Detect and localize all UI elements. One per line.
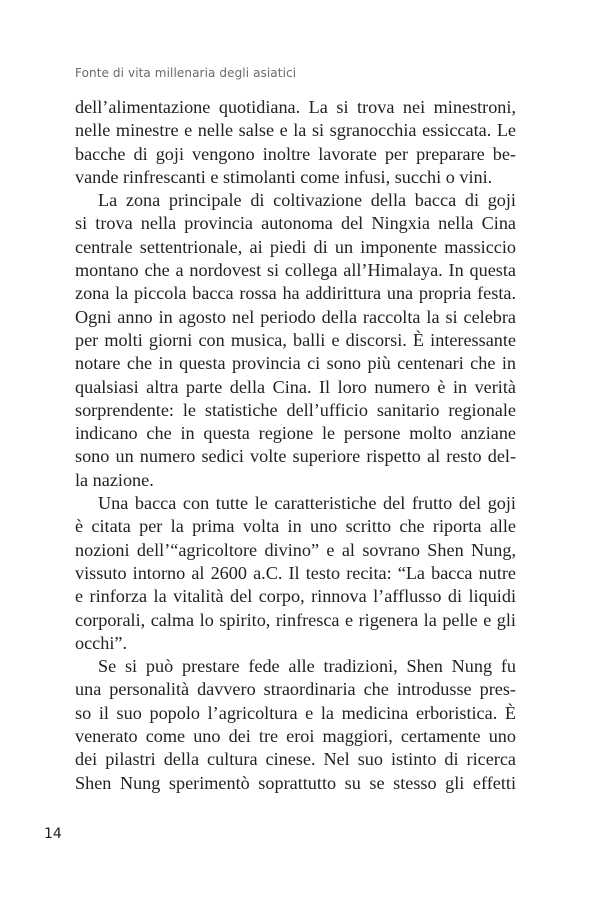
body-text	[75, 96, 516, 795]
text-line: si trova nella provincia autonoma del Ningxia nella Cina	[75, 213, 516, 234]
text-line: Una bacca con tutte le caratteristiche del frutto del goji	[98, 493, 516, 514]
text-line: sono un numero sedici volte superiore rispetto al resto del-	[75, 446, 516, 467]
text-line: è citata per la prima volta in uno scritto che riporta alle	[75, 516, 516, 537]
text-line: vissuto intorno al 2600 a.C. Il testo recita: “La bacca nutre	[75, 562, 516, 583]
text-line: nelle minestre e nelle salse e la si sgranocchia essiccata. Le	[75, 120, 516, 141]
text-line: qualsiasi altra parte della Cina. Il loro numero è in verità	[75, 376, 516, 397]
text-line: so il suo popolo l’agricoltura e la medicina erboristica. È	[75, 702, 516, 723]
running-head: Fonte di vita millenaria degli asiatici	[75, 66, 297, 80]
text-line: montano che a nordovest si collega all’Himalaya. In questa	[75, 260, 516, 281]
text-line: Ogni anno in agosto nel periodo della raccolta la si celebra	[75, 306, 516, 327]
text-line: bacche di goji vengono inoltre lavorate per preparare be-	[75, 143, 516, 164]
text-line: dei pilastri della cultura cinese. Nel suo istinto di ricerca	[75, 749, 516, 770]
text-line: dell’alimentazione quotidiana. La si trova nei minestroni,	[75, 97, 516, 117]
text-line: centrale settentrionale, ai piedi di un imponente massiccio	[75, 236, 516, 257]
text-line: vande rinfrescanti e stimolanti come infusi, succhi o vini.	[75, 166, 493, 187]
text-line: Shen Nung sperimentò soprattutto su se stesso gli effetti	[75, 772, 516, 793]
text-line: Se si può prestare fede alle tradizioni, Shen Nung fu	[98, 656, 516, 677]
text-line: zona la piccola bacca rossa ha addirittura una propria festa.	[75, 283, 516, 304]
text-line: venerato come uno dei tre eroi maggiori, certamente uno	[75, 726, 516, 747]
page-number: 14	[44, 826, 62, 842]
text-line: sorprendente: le statistiche dell’ufficio sanitario regionale	[75, 399, 516, 420]
text-line: e rinforza la vitalità del corpo, rinnova l’afflusso di liquidi	[75, 586, 516, 607]
text-line: notare che in questa provincia ci sono più centenari che in	[75, 353, 516, 374]
text-line: per molti giorni con musica, balli e discorsi. È interessante	[75, 329, 516, 350]
text-line: occhi”.	[75, 632, 128, 653]
text-line: la nazione.	[75, 469, 154, 490]
text-line: indicano che in questa regione le persone molto anziane	[75, 423, 516, 444]
text-line: nozioni dell’“agricoltore divino” e al sovrano Shen Nung,	[75, 539, 516, 560]
text-line: una personalità davvero straordinaria che introdusse pres-	[75, 679, 516, 700]
text-line: La zona principale di coltivazione della bacca di goji	[98, 190, 516, 211]
text-line: corporali, calma lo spirito, rinfresca e rigenera la pelle e gli	[75, 609, 516, 630]
